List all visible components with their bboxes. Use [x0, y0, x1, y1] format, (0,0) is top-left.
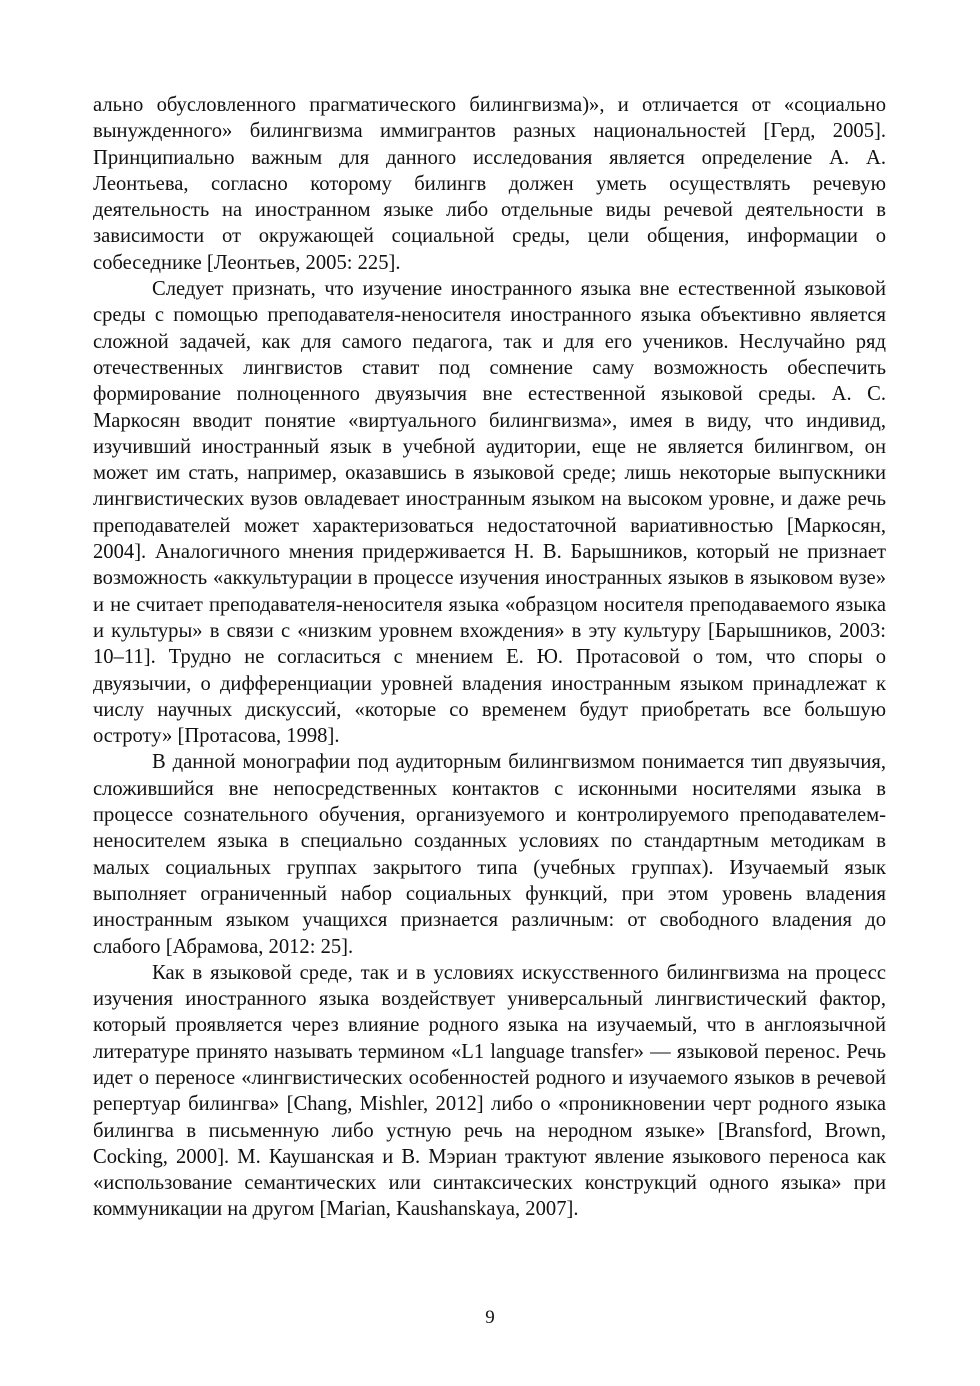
page-body	[93, 92, 886, 1223]
paragraph-language-transfer: Как в языковой среде, так и в условиях искусственного билингвизма на процесс изучения иностранного языка воздействует универсальный лингвистический фактор, который проявляется через влияние родного языка на изучаемый, что в англоязычной литературе принято называть термином «L1 language transfer» — языковой перенос. Речь идет о переносе «лингвистических особенностей родного и изучаемого языков в речевой репертуар билингва» [Chang, Mishler, 2012] либо о «проникновении черт родного языка билингва в письменную либо устную речь на неродном языке» [Bransford, Brown, Cocking, 2000]. М. Каушанская и В. Мэриан трактуют явление языкового переноса как «использование семантических или синтаксических конструкций одного языка» при коммуникации на другом [Marian, Kaushanskaya, 2007].	[93, 961, 886, 1221]
paragraph-auditory-bilingualism: В данной монографии под аудиторным билингвизмом понимается тип двуязычия, сложившийся вне непосредственных контактов с исконными носителями языка в процессе сознательного обучения, организуемого и контролируемого преподавателем-неносителем языка в специально созданных условиях по стандартным методикам в малых социальных группах закрытого типа (учебных группах). Изучаемый язык выполняет ограниченный набор социальных функций, при этом уровень владения иностранным языком учащихся признается различным: от свободного владения до слабого [Абрамова, 2012: 25].	[93, 751, 886, 958]
page-number: 9	[485, 1307, 495, 1328]
paragraph-continuation: ально обусловленного прагматического билингвизма)», и отличается от «социально вынужденного» билингвизма иммигрантов разных национальностей [Герд, 2005]. Принципиально важным для данного исследования является определение А. А. Леонтьева, согласно которому билингв должен уметь осуществлять речевую деятельность на иностранном языке либо отдельные виды речевой деятельности в зависимости от окружающей социальной среды, цели общения, информации о собеседнике [Леонтьев, 2005: 225].	[93, 94, 886, 274]
paragraph-virtual-bilingualism: Следует признать, что изучение иностранного языка вне естественной языковой среды с помощью преподавателя-неносителя иностранного языка объективно является сложной задачей, как для самого педагога, так и для его учеников. Неслучайно ряд отечественных лингвистов ставит под сомнение саму возможность обеспечить формирование полноценного двуязычия вне естественной языковой среды. А. С. Маркосян вводит понятие «виртуального билингвизма», имея в виду, что индивид, изучивший иностранный язык в учебной аудитории, еще не является билингвом, он может им стать, например, оказавшись в языковой среде; лишь некоторые выпускники лингвистических вузов овладевает иностранным языком на высоком уровне, и даже речь преподавателей может характеризоваться недостаточной вариативностью [Маркосян, 2004]. Аналогичного мнения придерживается Н. В. Барышников, который не признает возможность «аккультурации в процессе изучения иностранных языков в языковом вузе» и не считает преподавателя-неносителя языка «образцом носителя преподаваемого языка и культуры» в связи с «низким уровнем вхождения» в эту культуру [Барышников, 2003: 10–11]. Трудно не согласиться с мнением Е. Ю. Протасовой о том, что споры о двуязычии, о дифференциации уровней владения иностранным языком принадлежат к числу научных дискуссий, «которые со временем будут приобретать все большую остроту» [Протасова, 1998].	[93, 278, 886, 748]
